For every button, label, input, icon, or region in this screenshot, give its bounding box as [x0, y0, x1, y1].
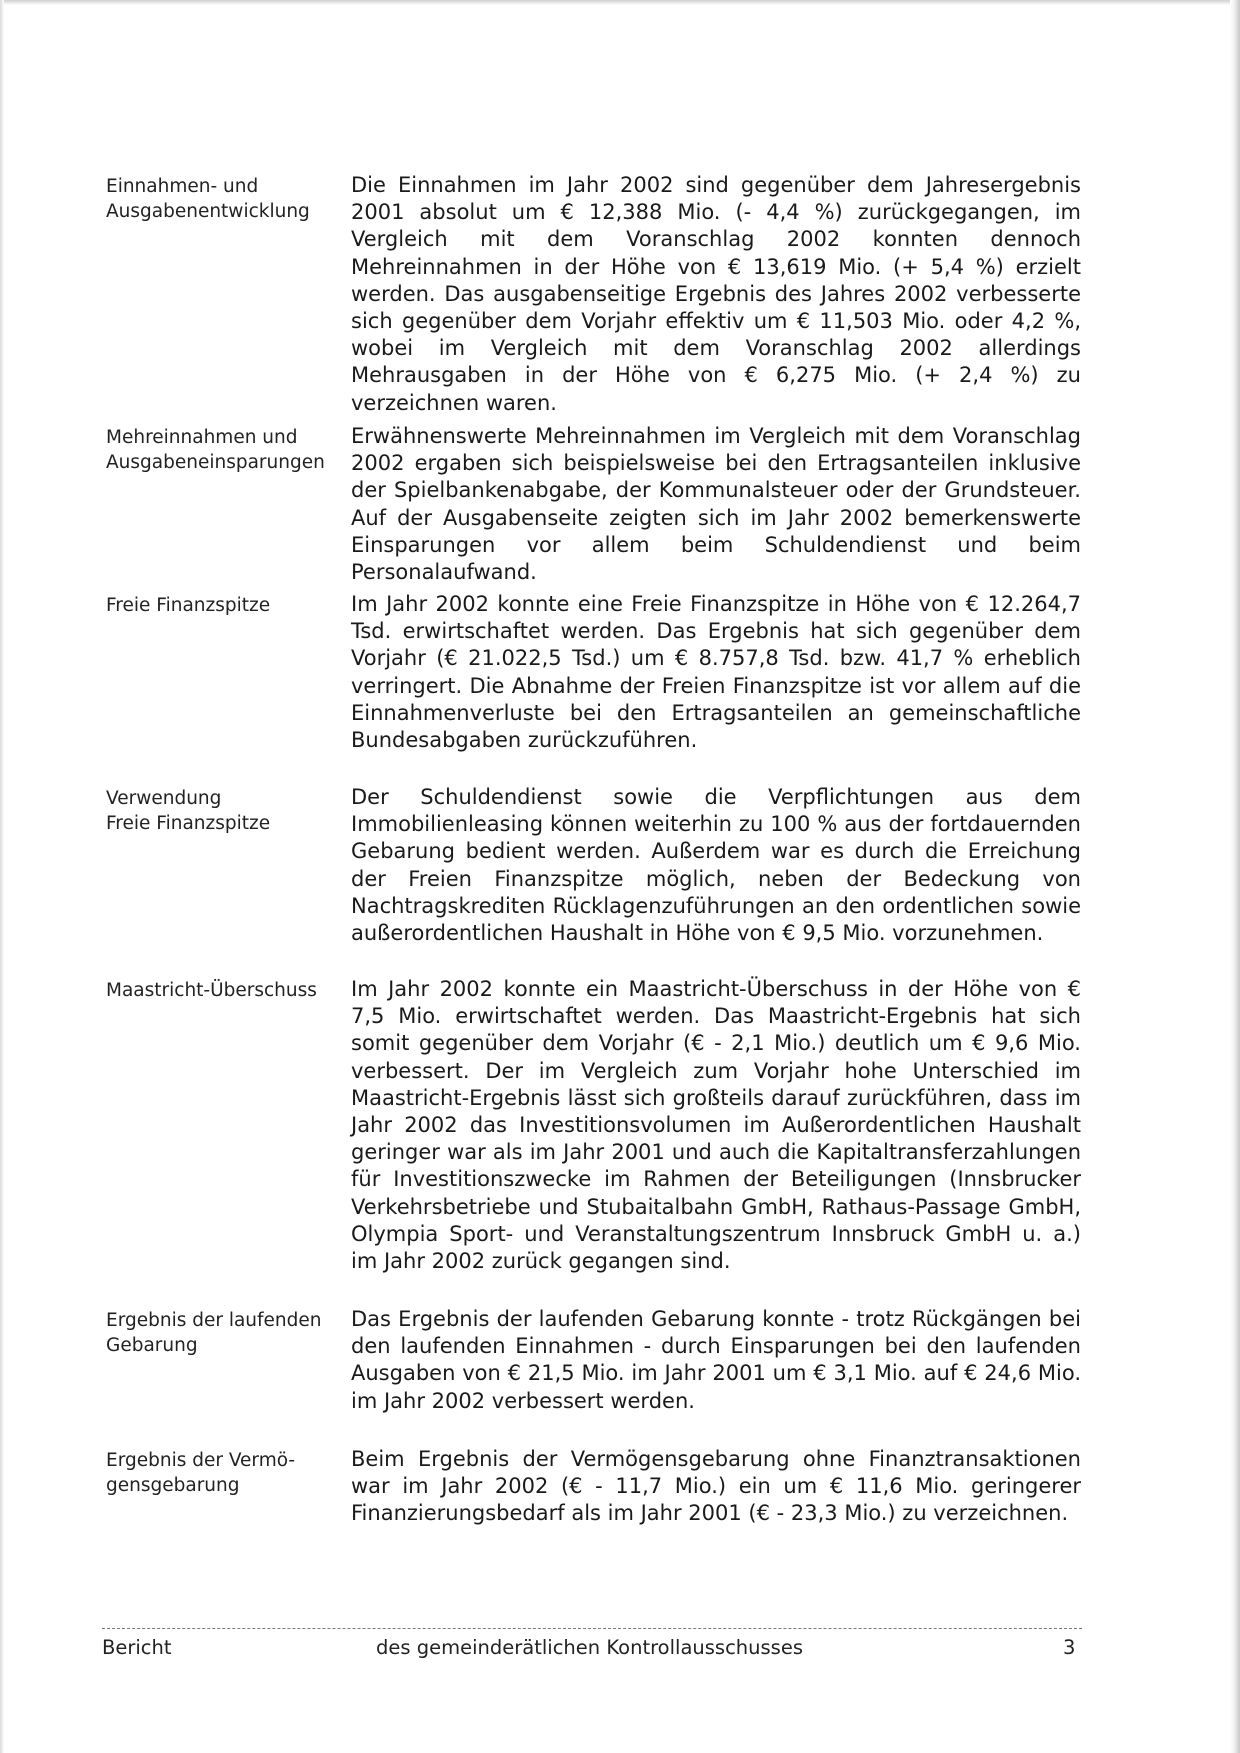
section-text: Der Schuldendienst sowie die Verpflichtungen aus dem Immobilienleasing können weiterhin zu 100 % aus der fortdauernden Gebarung bedient werden. Außerdem war es durch die Erreichung der Freien Finanzspitze möglich, neben der Bedeckung von Nachtragskrediten Rücklagenzuführungen an den ordentlichen sowie außerordentlichen Haushalt in Höhe von € 9,5 Mio. vorzunehmen.	[351, 785, 1081, 946]
scan-edge-left	[0, 0, 4, 1753]
section-label	[106, 593, 336, 618]
section-text: Das Ergebnis der laufenden Gebarung konnte - trotz Rückgängen bei den laufenden Einnahmen - durch Einsparungen bei den laufenden Ausgaben von € 21,5 Mio. im Jahr 2001 um € 3,1 Mio. auf € 24,6 Mio. im Jahr 2002 verbessert werden.	[351, 1307, 1081, 1413]
label-line: Ergebnis der Vermö-	[106, 1450, 296, 1471]
label-line: gensgebarung	[106, 1475, 240, 1496]
label-line: Ausgabeneinsparungen	[106, 452, 325, 473]
section-text: Im Jahr 2002 konnte ein Maastricht-Überschuss in der Höhe von € 7,5 Mio. erwirtschaftet werden. Das Maastricht-Ergebnis hat sich somit gegenüber dem Vorjahr (€ - 2,1 Mio.) deutlich um € 9,6 Mio. verbessert. Der im Vergleich zum Vorjahr hohe Unterschied im Maastricht-Ergebnis lässt sich großteils darauf zurückführen, dass im Jahr 2002 das Investitionsvolumen im Außerordentlichen Haushalt geringer war als im Jahr 2001 und auch die Kapitaltransferzahlungen für Investitionszwecke im Rahmen der Beteiligungen (Innsbrucker Verkehrsbetriebe und Stubaitalbahn GmbH, Rathaus-Passage GmbH, Olympia Sport- und Veranstaltungszentrum Innsbruck GmbH u. a.) im Jahr 2002 zurück gegangen sind.	[351, 977, 1081, 1274]
label-line: Mehreinnahmen und	[106, 427, 298, 448]
page-number: 3	[1063, 1636, 1076, 1659]
section-text: Die Einnahmen im Jahr 2002 sind gegenüber dem Jahresergebnis 2001 absolut um € 12,388 Mio. (- 4,4 %) zurückgegangen, im Vergleich mit dem Voranschlag 2002 konnten dennoch Mehreinnahmen in der Höhe von € 13,619 Mio. (+ 5,4 %) erzielt werden. Das ausgabenseitige Ergebnis des Jahres 2002 verbesserte sich gegenüber dem Vorjahr effektiv um € 11,503 Mio. oder 4,2 %, wobei im Vergleich mit dem Voranschlag 2002 allerdings Mehrausgaben in der Höhe von € 6,275 Mio. (+ 2,4 %) zu verzeichnen waren.	[351, 173, 1081, 415]
section-label	[106, 978, 336, 1003]
section-text: Im Jahr 2002 konnte eine Freie Finanzspitze in Höhe von € 12.264,7 Tsd. erwirtschaftet werden. Das Ergebnis hat sich gegenüber dem Vorjahr (€ 21.022,5 Tsd.) um € 8.757,8 Tsd. bzw. 41,7 % erheblich verringert. Die Abnahme der Freien Finanzspitze ist vor allem auf die Einnahmenverluste bei den Ertragsanteilen an gemeinschaftliche Bundesabgaben zurückzuführen.	[351, 592, 1081, 753]
section-label	[106, 174, 336, 224]
section-label	[106, 425, 336, 475]
footer-divider	[102, 1628, 1082, 1629]
scan-edge-right	[1230, 0, 1240, 1753]
label-line: Verwendung	[106, 788, 222, 809]
label-line: Ergebnis der laufenden	[106, 1310, 322, 1331]
label-line: Gebarung	[106, 1335, 198, 1356]
label-line: Freie Finanzspitze	[106, 595, 271, 616]
scan-edge-top	[0, 0, 1240, 5]
section-label	[106, 1448, 336, 1498]
section-label	[106, 1308, 336, 1358]
label-line: Einnahmen- und	[106, 176, 259, 197]
section-text: Beim Ergebnis der Vermögensgebarung ohne Finanztransaktionen war im Jahr 2002 (€ - 11,7 Mio.) ein um € 11,6 Mio. geringerer Finanzierungsbedarf als im Jahr 2001 (€ - 23,3 Mio.) zu verzeichnen.	[351, 1447, 1081, 1526]
footer-committee-label: des gemeinderätlichen Kontrollausschusses	[376, 1636, 803, 1659]
label-line: Freie Finanzspitze	[106, 813, 271, 834]
footer-report-label: Bericht	[102, 1636, 172, 1659]
section-text: Erwähnenswerte Mehreinnahmen im Vergleich mit dem Voranschlag 2002 ergaben sich beispielsweise bei den Ertragsanteilen inklusive der Spielbankenabgabe, der Kommunalsteuer oder der Grundsteuer. Auf der Ausgabenseite zeigten sich im Jahr 2002 bemerkenswerte Einsparungen vor allem beim Schuldendienst und beim Personalaufwand.	[351, 424, 1081, 585]
label-line: Maastricht-Überschuss	[106, 980, 317, 1001]
section-label	[106, 786, 336, 836]
label-line: Ausgabenentwicklung	[106, 201, 310, 222]
